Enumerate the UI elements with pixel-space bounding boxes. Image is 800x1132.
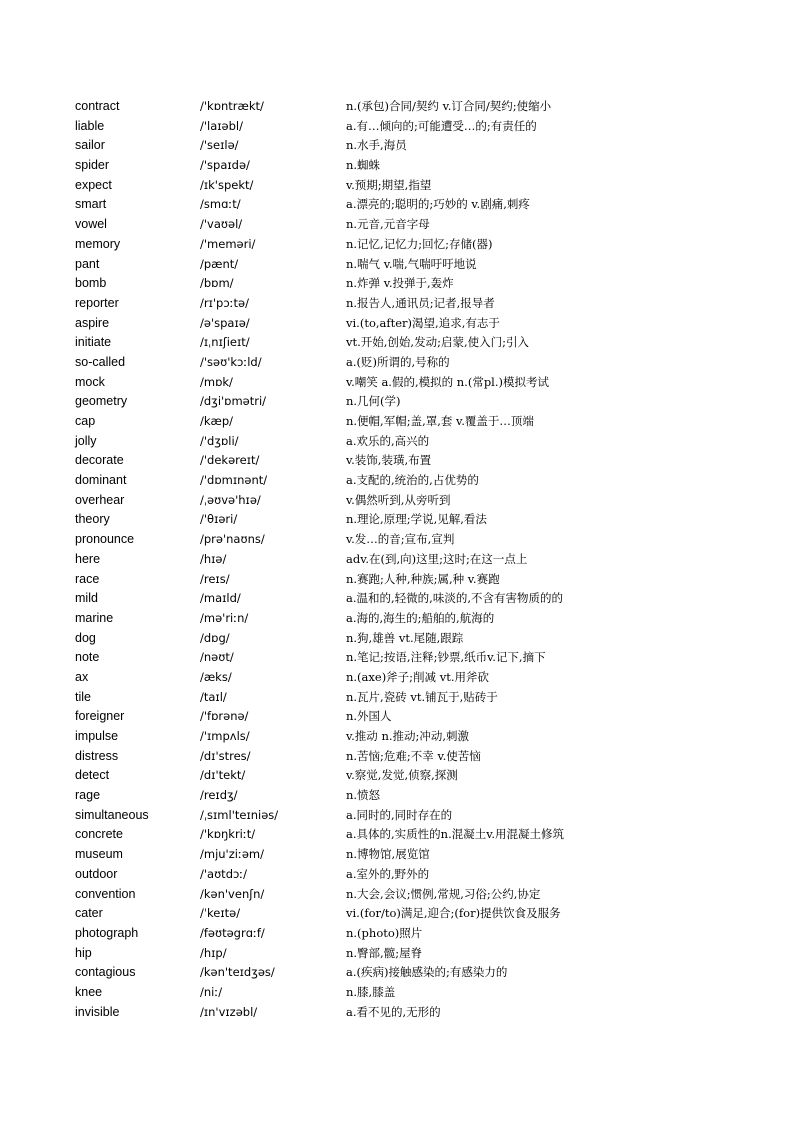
vocab-definition: n.理论,原理;学说,见解,看法 (346, 512, 487, 527)
vocab-phonetic: /'meməri/ (200, 236, 256, 251)
vocab-row (0, 215, 800, 235)
vocab-phonetic: /hɪp/ (200, 945, 227, 960)
vocab-definition: a.(贬)所谓的,号称的 (346, 354, 450, 369)
vocab-row (0, 727, 800, 747)
vocabulary-list (0, 97, 800, 1022)
vocab-phonetic: /taɪl/ (200, 689, 227, 704)
vocab-definition: v.推动 n.推动;冲动,刺激 (346, 729, 470, 743)
vocab-row (0, 904, 800, 924)
vocab-word: contract (75, 99, 120, 113)
vocab-definition: n.膝,膝盖 (346, 984, 396, 999)
vocab-word: mild (75, 591, 98, 606)
vocab-definition: a.看不见的,无形的 (346, 1004, 441, 1019)
vocab-definition: a.具体的,实质性的n.混凝土v.用混凝土修筑 (346, 827, 565, 842)
vocab-word: pant (75, 256, 100, 271)
vocab-word: bomb (75, 276, 107, 291)
vocab-phonetic: /ˌəʊvə'hɪə/ (200, 492, 261, 507)
vocab-phonetic: /dɪ'stres/ (200, 748, 251, 763)
vocab-definition: adv.在(到,向)这里;这时;在这一点上 (346, 551, 528, 566)
vocab-row (0, 806, 800, 826)
vocab-word: overhear (75, 492, 125, 507)
vocab-word: pronounce (75, 532, 135, 547)
vocab-row (0, 648, 800, 668)
vocab-row (0, 255, 800, 275)
vocab-row (0, 707, 800, 727)
vocab-row (0, 294, 800, 314)
vocab-phonetic: /'vaʊəl/ (200, 217, 243, 232)
vocab-definition: v.偶然听到,从旁听到 (346, 492, 451, 507)
vocab-word: decorate (75, 453, 124, 468)
vocab-definition: n.笔记;按语,注释;钞票,纸币v.记下,摘下 (346, 650, 546, 665)
vocab-row (0, 491, 800, 511)
vocab-definition: vi.(for/to)满足,迎合;(for)提供饮食及服务 (346, 906, 561, 921)
vocab-row (0, 688, 800, 708)
vocab-phonetic: /'kɒntrækt/ (200, 99, 264, 113)
vocab-row (0, 432, 800, 452)
vocab-word: so-called (75, 354, 126, 369)
vocab-phonetic: /'laɪəbl/ (200, 118, 243, 133)
vocab-phonetic: /æks/ (200, 669, 232, 684)
vocab-word: spider (75, 158, 110, 173)
vocab-word: liable (75, 118, 105, 133)
vocab-row (0, 451, 800, 471)
vocab-phonetic: /'səʊ'kɔːld/ (200, 354, 262, 369)
vocab-word: photograph (75, 925, 139, 940)
vocab-row (0, 589, 800, 609)
vocab-definition: n.炸弹 v.投弹于,轰炸 (346, 276, 454, 291)
vocab-word: hip (75, 945, 92, 960)
vocab-phonetic: /pænt/ (200, 256, 239, 271)
vocab-row (0, 156, 800, 176)
vocab-definition: a.同时的,同时存在的 (346, 807, 453, 822)
vocab-definition: n.狗,雄兽 vt.尾随,跟踪 (346, 630, 464, 645)
vocab-phonetic: /prə'naʊns/ (200, 532, 265, 547)
vocab-phonetic: /mju'ziːəm/ (200, 847, 264, 862)
vocab-row (0, 510, 800, 530)
vocab-row (0, 353, 800, 373)
vocab-row (0, 373, 800, 393)
vocab-word: detect (75, 768, 110, 783)
vocab-definition: a.欢乐的,高兴的 (346, 433, 430, 448)
vocab-row (0, 117, 800, 137)
vocab-word: dog (75, 630, 96, 645)
vocab-row (0, 176, 800, 196)
vocab-word: foreigner (75, 709, 125, 724)
vocab-phonetic: /'kɒŋkriːt/ (200, 827, 256, 842)
vocab-row (0, 274, 800, 294)
vocab-definition: n.博物馆,展览馆 (346, 847, 430, 862)
vocab-definition: v.装饰,装璜,布置 (346, 453, 432, 468)
vocab-word: invisible (75, 1004, 120, 1019)
vocab-definition: a.海的,海生的;船舶的,航海的 (346, 610, 495, 625)
vocab-word: knee (75, 984, 103, 999)
vocab-phonetic: /'dʒɒli/ (200, 433, 239, 448)
vocab-phonetic: /'spaɪdə/ (200, 158, 250, 173)
vocab-definition: n.臀部,髋;屋脊 (346, 945, 423, 960)
vocab-row (0, 825, 800, 845)
vocab-row (0, 983, 800, 1003)
vocab-word: concrete (75, 827, 123, 842)
vocab-word: vowel (75, 217, 107, 232)
vocab-definition: n.元音,元音字母 (346, 217, 430, 232)
vocab-row (0, 944, 800, 964)
vocab-definition: n.喘气 v.喘,气喘吁吁地说 (346, 256, 477, 271)
vocab-definition: v.察觉,发觉,侦察,探测 (346, 768, 458, 783)
vocab-row (0, 845, 800, 865)
vocab-row (0, 924, 800, 944)
vocab-phonetic: /reɪs/ (200, 571, 230, 586)
vocab-definition: n.水手,海员 (346, 138, 407, 153)
vocab-definition: n.苦恼;危难;不幸 v.使苦恼 (346, 748, 481, 763)
vocab-definition: n.大会,会议;惯例,常规,习俗;公约,协定 (346, 886, 541, 901)
vocab-phonetic: /dɒg/ (200, 630, 230, 645)
vocab-definition: v.预期;期望,指望 (346, 177, 432, 192)
vocab-phonetic: /ə'spaɪə/ (200, 315, 250, 330)
vocab-phonetic: /maɪld/ (200, 591, 241, 606)
vocab-row (0, 550, 800, 570)
vocab-word: outdoor (75, 866, 118, 881)
vocab-phonetic: /'dekəreɪt/ (200, 453, 260, 468)
vocab-row (0, 668, 800, 688)
vocab-row (0, 333, 800, 353)
vocab-word: initiate (75, 335, 112, 350)
vocab-row (0, 570, 800, 590)
vocab-phonetic: /dʒi'ɒmətri/ (200, 394, 267, 409)
vocab-word: geometry (75, 394, 128, 409)
vocab-row (0, 97, 800, 117)
vocab-phonetic: /'ɪmpʌls/ (200, 729, 250, 743)
vocab-word: theory (75, 512, 110, 527)
vocab-phonetic: /reɪdʒ/ (200, 788, 238, 803)
vocab-word: memory (75, 236, 121, 251)
vocab-row (0, 1003, 800, 1023)
vocab-row (0, 235, 800, 255)
vocab-phonetic: /hɪə/ (200, 551, 227, 566)
vocab-word: race (75, 571, 100, 586)
vocab-definition: vt.开始,创始,发动;启蒙,使入门;引入 (346, 335, 529, 350)
vocab-word: ax (75, 669, 89, 684)
vocab-phonetic: /smɑːt/ (200, 197, 241, 212)
vocab-row (0, 786, 800, 806)
vocab-row (0, 766, 800, 786)
vocab-definition: a.支配的,统治的,占优势的 (346, 473, 479, 488)
vocab-word: sailor (75, 138, 105, 153)
vocab-definition: a.有…倾向的;可能遭受…的;有责任的 (346, 118, 537, 133)
vocab-row (0, 412, 800, 432)
vocab-row (0, 471, 800, 491)
vocab-row (0, 136, 800, 156)
vocab-definition: n.外国人 (346, 709, 392, 724)
vocab-definition: n.(axe)斧子;削减 vt.用斧砍 (346, 669, 489, 684)
vocab-phonetic: /fəʊtəgrɑːf/ (200, 925, 265, 940)
vocab-phonetic: /ɪˌnɪʃieɪt/ (200, 335, 250, 350)
vocab-word: tile (75, 689, 91, 704)
vocab-definition: n.愤怒 (346, 788, 381, 803)
vocab-row (0, 609, 800, 629)
vocab-phonetic: /ɪn'vɪzəbl/ (200, 1004, 258, 1019)
vocab-word: marine (75, 610, 114, 625)
vocab-row (0, 885, 800, 905)
vocab-word: smart (75, 197, 107, 212)
vocab-word: cap (75, 414, 96, 428)
vocab-definition: n.赛跑;人种,种族;属,种 v.赛跑 (346, 571, 500, 586)
vocab-definition: n.记忆,记忆力;回忆;存储(器) (346, 236, 493, 251)
vocab-phonetic: /ˌsɪml'teɪniəs/ (200, 807, 279, 822)
vocab-definition: n.瓦片,瓷砖 vt.铺瓦于,贴砖于 (346, 689, 498, 704)
vocab-word: cater (75, 906, 103, 921)
vocab-row (0, 747, 800, 767)
vocab-phonetic: /rɪ'pɔːtə/ (200, 295, 249, 310)
vocab-word: convention (75, 886, 136, 901)
vocab-word: mock (75, 374, 105, 389)
vocab-definition: vi.(to,after)渴望,追求,有志于 (346, 315, 500, 330)
vocab-word: note (75, 650, 100, 665)
vocab-phonetic: /kən'venʃn/ (200, 886, 265, 901)
vocab-word: rage (75, 788, 101, 803)
vocab-phonetic: /'dɒmɪnənt/ (200, 473, 268, 488)
vocab-row (0, 865, 800, 885)
vocab-phonetic: /kæp/ (200, 414, 234, 428)
vocab-word: reporter (75, 295, 119, 310)
vocab-definition: v.嘲笑 a.假的,模拟的 n.(常pl.)模拟考试 (346, 374, 549, 389)
vocab-phonetic: /'fɒrənə/ (200, 709, 249, 724)
vocab-phonetic: /mə'riːn/ (200, 610, 249, 625)
vocab-row (0, 963, 800, 983)
vocab-definition: n.几何(学) (346, 394, 401, 409)
vocab-phonetic: /ɪk'spekt/ (200, 177, 254, 192)
vocab-definition: n.(承包)合同/契约 v.订合同/契约;使缩小 (346, 99, 552, 113)
vocab-definition: n.报告人,通讯员;记者,报导者 (346, 295, 495, 310)
vocab-word: dominant (75, 473, 127, 488)
vocab-word: aspire (75, 315, 110, 330)
vocab-word: impulse (75, 729, 119, 743)
vocab-phonetic: /niː/ (200, 984, 223, 999)
vocab-word: distress (75, 748, 119, 763)
vocab-phonetic: /'θɪəri/ (200, 512, 238, 527)
vocab-word: simultaneous (75, 807, 149, 822)
vocab-definition: a.(疾病)接触感染的;有感染力的 (346, 965, 508, 980)
vocab-definition: a.温和的,轻微的,味淡的,不含有害物质的的 (346, 591, 563, 606)
vocab-row (0, 195, 800, 215)
vocab-phonetic: /nəʊt/ (200, 650, 234, 665)
vocab-word: jolly (75, 433, 97, 448)
vocab-definition: n.蜘蛛 (346, 158, 381, 173)
vocab-row (0, 392, 800, 412)
vocab-phonetic: /kən'teɪdʒəs/ (200, 965, 275, 980)
vocab-word: museum (75, 847, 123, 862)
vocab-row (0, 629, 800, 649)
vocab-phonetic: /ˈkeɪtə/ (200, 906, 241, 921)
vocab-definition: a.漂亮的;聪明的;巧妙的 v.剧痛,刺疼 (346, 197, 530, 212)
vocab-word: here (75, 551, 101, 566)
vocab-definition: v.发…的音;宣布,宣判 (346, 532, 455, 547)
vocab-phonetic: /'seɪlə/ (200, 138, 239, 153)
vocab-phonetic: /'aʊtdɔː/ (200, 866, 248, 881)
vocab-phonetic: /mɒk/ (200, 374, 233, 389)
vocab-word: expect (75, 177, 112, 192)
vocab-phonetic: /bɒm/ (200, 276, 234, 291)
vocab-row (0, 530, 800, 550)
vocab-definition: a.室外的,野外的 (346, 866, 430, 881)
vocab-word: contagious (75, 965, 136, 980)
vocab-definition: n.(photo)照片 (346, 925, 423, 940)
vocab-phonetic: /dɪ'tekt/ (200, 768, 246, 783)
vocab-row (0, 314, 800, 334)
vocab-definition: n.便帽,军帽;盖,罩,套 v.覆盖于…顶端 (346, 414, 534, 428)
